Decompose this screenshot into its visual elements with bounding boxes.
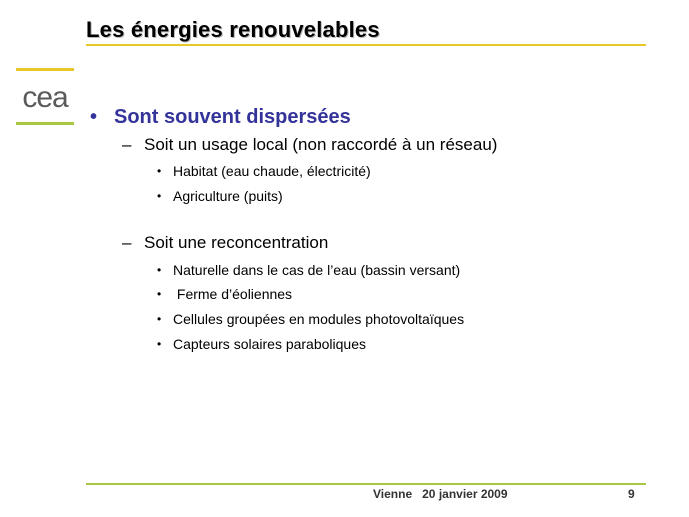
sub-item-text: Soit un usage local (non raccordé à un réseau) — [144, 135, 498, 154]
dash-bullet: – — [122, 233, 132, 252]
list-item-text: Capteurs solaires paraboliques — [173, 336, 366, 352]
footer-location-date: Vienne 20 janvier 2009 — [373, 487, 508, 501]
logo-bottom-bar — [16, 122, 74, 125]
page-number: 9 — [628, 487, 635, 501]
bullet-dot: • — [157, 312, 162, 326]
list-item-text: Agriculture (puits) — [173, 188, 283, 204]
bullet-dot: • — [157, 189, 162, 203]
cea-logo — [16, 68, 76, 130]
bullet-dot: • — [157, 263, 162, 277]
bullet-dot: • — [157, 164, 162, 178]
logo-text: cea — [22, 81, 68, 114]
list-item-text: Ferme d’éoliennes — [173, 286, 293, 302]
sub-item-text: Soit une reconcentration — [144, 233, 329, 252]
list-item-text: Naturelle dans le cas de l’eau (bassin versant) — [173, 262, 461, 278]
slide-title: Les énergies renouvelables — [86, 17, 380, 42]
bullet-dot: • — [157, 287, 162, 301]
footer-divider — [86, 483, 646, 485]
heading-text: Sont souvent dispersées — [114, 106, 351, 128]
bullet-dot: • — [90, 106, 98, 128]
title-divider — [86, 44, 646, 46]
bullet-dot: • — [157, 337, 162, 351]
list-item-text: Cellules groupées en modules photovoltaïques — [173, 311, 465, 327]
logo-top-bar — [16, 68, 74, 71]
dash-bullet: – — [122, 135, 132, 154]
list-item-text: Habitat (eau chaude, électricité) — [173, 163, 371, 179]
